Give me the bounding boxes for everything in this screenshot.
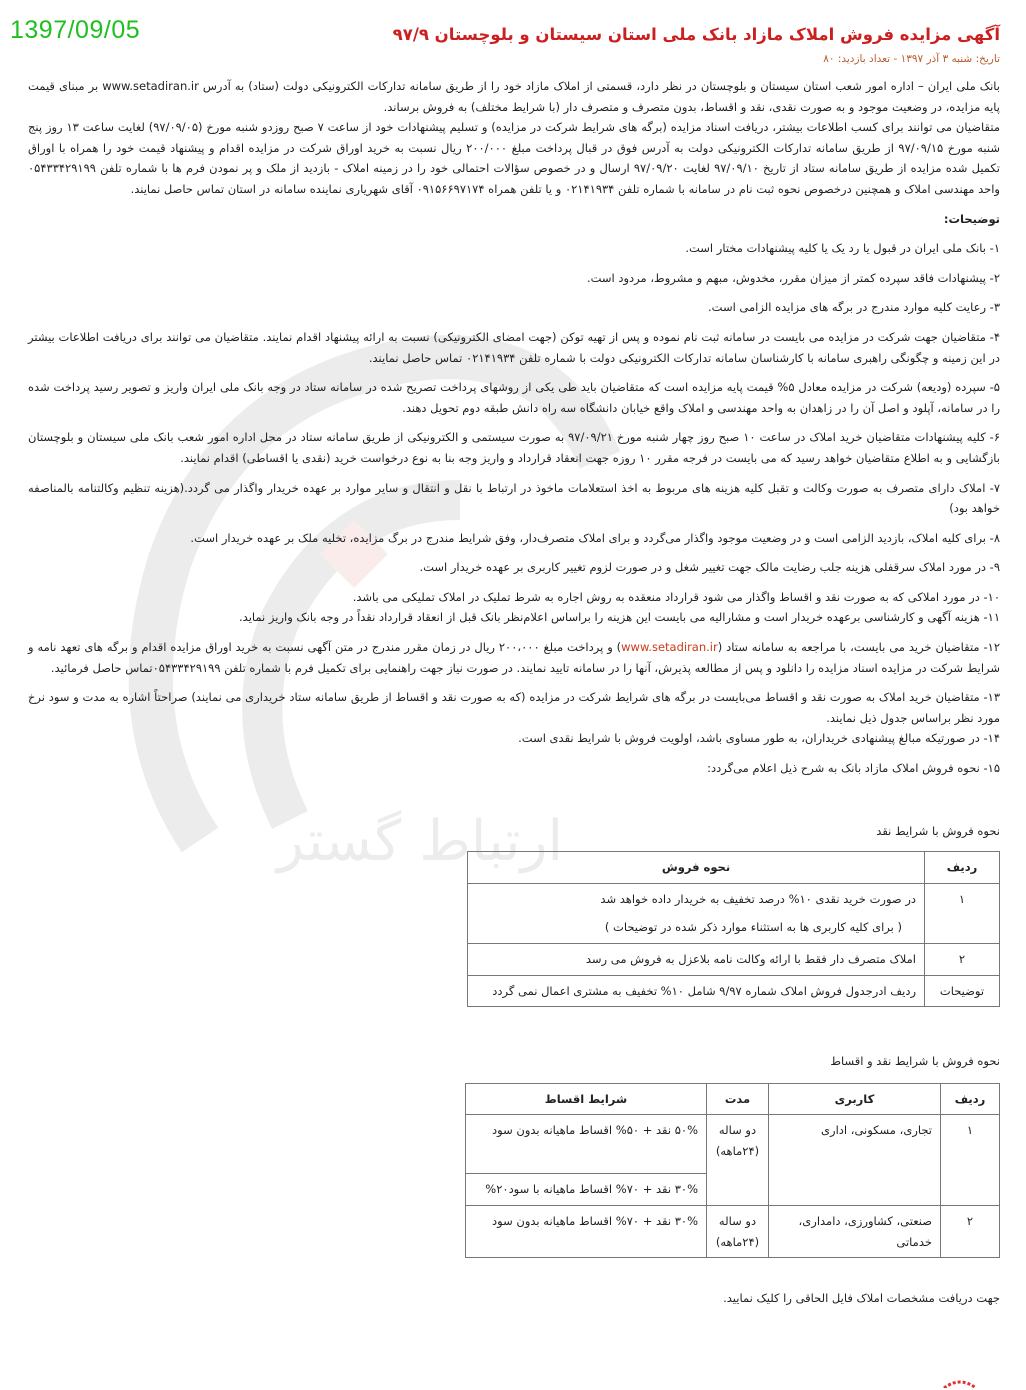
col-header-sale-method: نحوه فروش	[468, 852, 925, 884]
table-row	[466, 1205, 1000, 1257]
table-header-row	[468, 852, 1000, 884]
table-row	[468, 975, 1000, 1007]
table-row	[466, 1115, 1000, 1174]
article-meta: تاریخ: شنبه ۳ آذر ۱۳۹۷ - تعداد بازدید: ۸۰	[823, 53, 1000, 65]
table-row	[468, 944, 1000, 976]
sale-method-cell: املاک متصرف دار فقط با ارائه وکالت نامه بلاعزل به فروش می رسد	[468, 944, 925, 976]
row-number: ۲	[941, 1205, 1000, 1257]
article	[28, 0, 1000, 1309]
table-row	[468, 883, 1000, 943]
cash-discount-note: ( برای کلیه کاربری ها به استثناء موارد ذکر شده در توضیحات )	[604, 920, 902, 935]
table-header-row	[466, 1083, 1000, 1115]
cash-table-caption: نحوه فروش با شرایط نقد	[876, 823, 1000, 838]
intro-paragraph-2: متقاضیان می توانند برای کسب اطلاعات بیشتر، دریافت اسناد مزایده (برگه های شرایط شرکت در مزایده) و تسلیم پیشنهادات خود از ساعت ۷ صبح روزدو شنبه مورخ (۹۷/۰۹/۰۵) لغایت ساعت ۱۳ روز پنج شنبه مورخ ۹۷/۰۹/۱۵ از طریق سامانه تدارکات الکترونیکی دولت به آدرس فوق در قبال پرداخت مبلغ ۲۰۰/۰۰۰ ریال نسبت به خرید اوراق شرکت در مزایده اقدام و پیشنهاد قیمت خود را همراه با اوراق تکمیل شده مزایده از طریق سامانه ستاد از تاریخ ۹۷/۰۹/۱۰ لغایت ۹۷/۰۹/۲۰ ارسال و در خصوص سؤالات احتمالی خود را در زمینه املاک - بازدید از ملک و پر نمودن فرم ها با شماره تلفن ۰۵۴۳۳۴۲۹۱۹۹ واحد مهندسی املاک و همچنین درخصوص نحوه ثبت نام در سامانه با شماره تلفن ۰۲۱۴۱۹۳۴ و یا تلفن همراه ۰۹۱۵۶۶۹۷۱۷۴ آقای شهریاری نماینده سامانه در استان تماس حاصل نمایند.	[28, 120, 1001, 196]
note-5: ۵- سپرده (ودیعه) شرکت در مزایده معادل ۵% قیمت پایه مزایده است که متقاضیان باید طی یکی از روشهای پرداخت تصریح شده در سامانه ستاد در وجه بانک ملی ایران واریز و تصویر رسید پرداخت شده را در سامانه، آپلود و اصل آن را در زاهدان به واحد مهندسی و املاک واقع خیابان دانشگاه سه راه دانش طبقه دوم تحویل دهند.	[28, 380, 1000, 415]
installment-sale-table	[465, 1083, 1000, 1258]
installment-terms-cell: ۵۰% نقد + ۵۰% اقساط ماهیانه بدون سود	[466, 1115, 707, 1174]
row-number: ۱	[941, 1115, 1000, 1206]
article-body	[28, 76, 1000, 1309]
note-8: ۸- برای کلیه املاک، بازدید الزامی است و در وضعیت موجود واگذار می‌گردد و برای املاک متصرف‌دار، وفق شرایط مندرج در برگ مزایده، تخلیه ملک بر عهده خریدار است.	[190, 530, 1000, 545]
sale-method-cell: ردیف ادرجدول فروش املاک شماره ۹/۹۷ شامل ۱۰% تخفیف به مشتری اعمال نمی گردد	[468, 975, 925, 1007]
note-1: ۱- بانک ملی ایران در قبول یا رد یک یا کلیه پیشنهادات مختار است.	[685, 241, 1000, 256]
note-14: ۱۴- در صورتیکه مبالغ پیشنهادی خریداران، به طور مساوی باشد، اولویت فروش با شرایط نقدی است.	[518, 731, 1000, 746]
note-4: ۴- متقاضیان جهت شرکت در مزایده می بایست در سامانه ثبت نام نموده و پس از تهیه توکن (جهت امضای الکترونیکی) نسبت به ارائه پیشنهاد اقدام نمایند. متقاضیان می توانند برای دریافت اطلاعات بیشتر در این زمینه و چگونگی راهبری سامانه با کارشناسان سامانه تدارکات الکترونیکی دولت با شماره تلفن ۰۲۱۴۱۹۳۴ تماس حاصل نمایند.	[28, 329, 1000, 365]
note-9: ۹- در مورد املاک سرقفلی هزینه جلب رضایت مالک جهت تغییر شغل و در صورت لزوم تغییر کاربری بر عهده خریدار است.	[419, 560, 1000, 575]
col-header-installment-terms: شرایط اقساط	[466, 1083, 707, 1115]
row-number: ۲	[925, 944, 1000, 976]
note-12-suffix: ) و پرداخت مبلغ ۲۰۰،۰۰۰ ریال در زمان مقرر مندرج در متن آگهی نسبت به خرید اوراق مزایده اقدام و برگه های تعهد نامه و شرایط شرکت در مزایده اسناد مزایده را دانلود و پس از مطالعه پذیرش، آنها را در سامانه تایید نمایند. در صورت نیاز جهت راهنمایی برای تکمیل فرم با شماره تلفن ۰۵۴۳۳۴۲۹۱۹۹تماس حاصل فرمائید.	[28, 640, 1000, 675]
page-title: آگهی مزایده فروش املاک مازاد بانک ملی استان سیستان و بلوچستان ۹۷/۹	[392, 25, 1000, 44]
attachment-note[interactable]: جهت دریافت مشخصات املاک فایل الحاقی را کلیک نمایید.	[723, 1291, 1000, 1306]
col-header-row-no: ردیف	[941, 1083, 1000, 1115]
installment-terms-cell: ۳۰% نقد + ۷۰% اقساط ماهیانه با سود۲۰%	[466, 1174, 707, 1206]
note-15: ۱۵- نحوه فروش املاک مازاد بانک به شرح ذیل اعلام می‌گردد:	[707, 761, 1000, 776]
date-stamp: 1397/09/05	[10, 16, 141, 44]
note-7: ۷- املاک دارای متصرف به صورت وکالت و تقبل کلیه هزینه های مربوط به اخذ استعلامات ماخوذ در ارتباط با نقل و انتقال و سایر موارد بر عهده خریدار واگذار می گردد.(هزینه تنظیم وکالتنامه بالمناصفه خواهد بود)	[28, 480, 1000, 516]
usage-cell: تجاری، مسکونی، اداری	[769, 1115, 941, 1206]
col-header-row-no: ردیف	[925, 852, 1000, 884]
usage-cell: صنعتی، کشاورزی، دامداری، خدماتی	[769, 1205, 941, 1257]
installment-table-caption: نحوه فروش با شرایط نقد و اقساط	[830, 1054, 1000, 1069]
note-13: ۱۳- متقاضیان خرید املاک به صورت نقد و اقساط می‌بایست در برگه های شرایط شرکت در مزایده (که به صورت نقد و اقساط از طریق سامانه ستاد خریداری می نمایند) صراحتاً اشاره به مدت و سود نرخ مورد نظر براساس جدول ذیل نمایند.	[28, 690, 1000, 725]
notes-heading: توضیحات:	[943, 211, 1000, 226]
watermark-text: ارتباط گستر	[276, 809, 564, 874]
note-12	[28, 637, 1000, 678]
cash-sale-table	[467, 851, 1000, 1007]
intro-paragraph-1: بانک ملی ایران – اداره امور شعب استان سیستان و بلوچستان در نظر دارد، قسمتی از املاک مازاد خود را از طریق سامانه تدارکات الکترونیکی دولت (ستاد) به آدرس www.setadiran.ir بر مبنای قیمت پایه مزایده، در وضعیت موجود و به صورت نقدی، نقد و اقساط، بدون متصرف و متصرف دار (با شرایط مختلف) به فروش برساند.	[28, 79, 1000, 114]
corner-logo-fragment	[940, 1378, 980, 1388]
sale-method-cell	[468, 883, 925, 943]
col-header-term: مدت	[707, 1083, 769, 1115]
note-2: ۲- پیشنهادات فاقد سپرده کمتر از میزان مقرر، مخدوش، مبهم و مشروط، مردود است.	[586, 270, 1000, 285]
notes-label: توضیحات	[925, 975, 1000, 1007]
term-cell: دو ساله (۲۴ماهه)	[707, 1115, 769, 1206]
setadiran-link[interactable]: www.setadiran.ir	[621, 640, 718, 655]
cash-discount-text: در صورت خرید نقدی ۱۰% درصد تخفیف به خریدار داده خواهد شد	[600, 891, 916, 906]
note-10: ۱۰- در مورد املاکی که به صورت نقد و اقساط واگذار می شود قرارداد منعقده به روش اجاره به شرط تملیک در املاک تملیکی می باشد.	[352, 589, 1000, 604]
term-cell: دو ساله (۲۴ماهه)	[707, 1205, 769, 1257]
note-11: ۱۱- هزینه آگهی و کارشناسی برعهده خریدار است و مشارالیه می بایست این هزینه را براساس اعلام‌نظر بانک قبل از انعقاد قرارداد نقداً در وجه بانک واریز نماید.	[239, 610, 1000, 625]
note-6: ۶- کلیه پیشنهادات متقاضیان خرید املاک در ساعت ۱۰ صبح روز چهار شنبه مورخ ۹۷/۰۹/۲۱ به صورت سیستمی و الکترونیکی از طریق سامانه ستاد در محل اداره امور شعب بانک ملی سیستان و بلوچستان بازگشایی و به اطلاع متقاضیان خواهد رسید که می بایست در فرجه مقرر ۱۰ روزه جهت انعقاد قرارداد و واریز وجه بنا به نوع درخواست خرید (نقدی یا اقساطی) اقدام نمایند.	[28, 430, 1000, 465]
note-3: ۳- رعایت کلیه موارد مندرج در برگه های مزایده الزامی است.	[708, 300, 1000, 315]
note-12-prefix: ۱۲- متقاضیان خرید می بایست، با مراجعه به سامانه ستاد (	[717, 640, 1000, 655]
row-number: ۱	[925, 883, 1000, 943]
installment-terms-cell: ۳۰% نقد + ۷۰% اقساط ماهیانه بدون سود	[466, 1205, 707, 1257]
col-header-usage: کاربری	[769, 1083, 941, 1115]
